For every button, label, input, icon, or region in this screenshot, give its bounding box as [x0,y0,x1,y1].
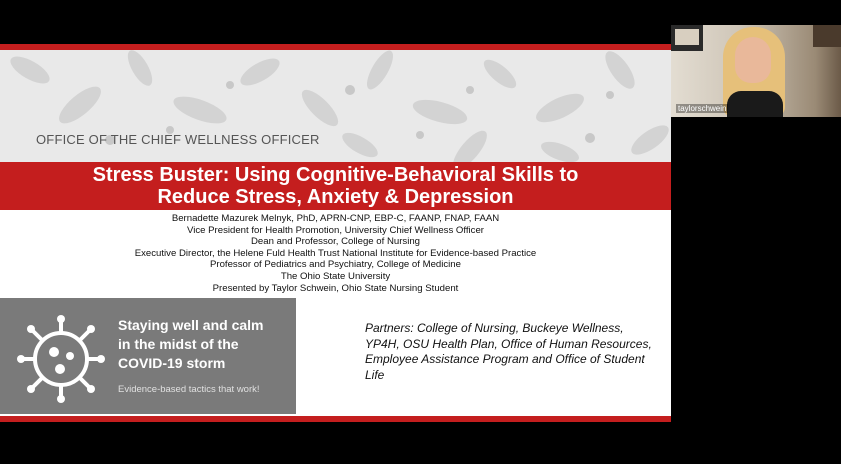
virus-icon [16,314,106,404]
participant-face [735,37,771,83]
credit-line: Professor of Pediatrics and Psychiatry, College of Medicine [210,259,461,271]
slide-title [0,164,671,208]
promo-line-1: Staying well and calm [118,317,264,333]
participant-shirt [727,91,783,117]
slide-bottom-bar [0,416,671,422]
covid-promo-box [0,298,296,414]
title-line-2: Reduce Stress, Anxiety & Depression [157,186,514,208]
promo-subtitle: Evidence-based tactics that work! [118,384,260,395]
promo-line-2: in the midst of the [118,336,239,352]
credit-line: Vice President for Health Promotion, University Chief Wellness Officer [187,224,484,236]
credit-line: Dean and Professor, College of Nursing [250,236,421,248]
wall-shelf [813,25,841,47]
presenter-credits [0,213,671,294]
credit-line: Bernadette Mazurek Melnyk, PhD, APRN-CNP, EBP-C, FAANP, FNAP, FAAN [171,213,500,224]
promo-headline [118,316,264,373]
promo-line-3: COVID-19 storm [118,355,226,371]
title-line-1: Stress Buster: Using Cognitive-Behavioral Skills to [92,164,579,186]
credit-line: The Ohio State University [280,270,391,282]
shared-slide [0,44,671,422]
wall-frame [671,25,703,51]
leaf-pattern-art [0,50,671,168]
office-label: OFFICE OF THE CHIEF WELLNESS OFFICER [36,132,320,147]
credit-line: Executive Director, the Helene Fuld Health Trust National Institute for Evidence-based Practice [134,247,537,259]
partners-text: Partners: College of Nursing, Buckeye Wellness, YP4H, OSU Health Plan, Office of Human Resources, Employee Assistance Program and Office of Student Life [365,321,652,382]
credit-line: Presented by Taylor Schwein, Ohio State Nursing Student [212,282,459,294]
participant-name-tag: taylorschwein [678,104,727,113]
leaf-pattern-header [0,50,671,168]
